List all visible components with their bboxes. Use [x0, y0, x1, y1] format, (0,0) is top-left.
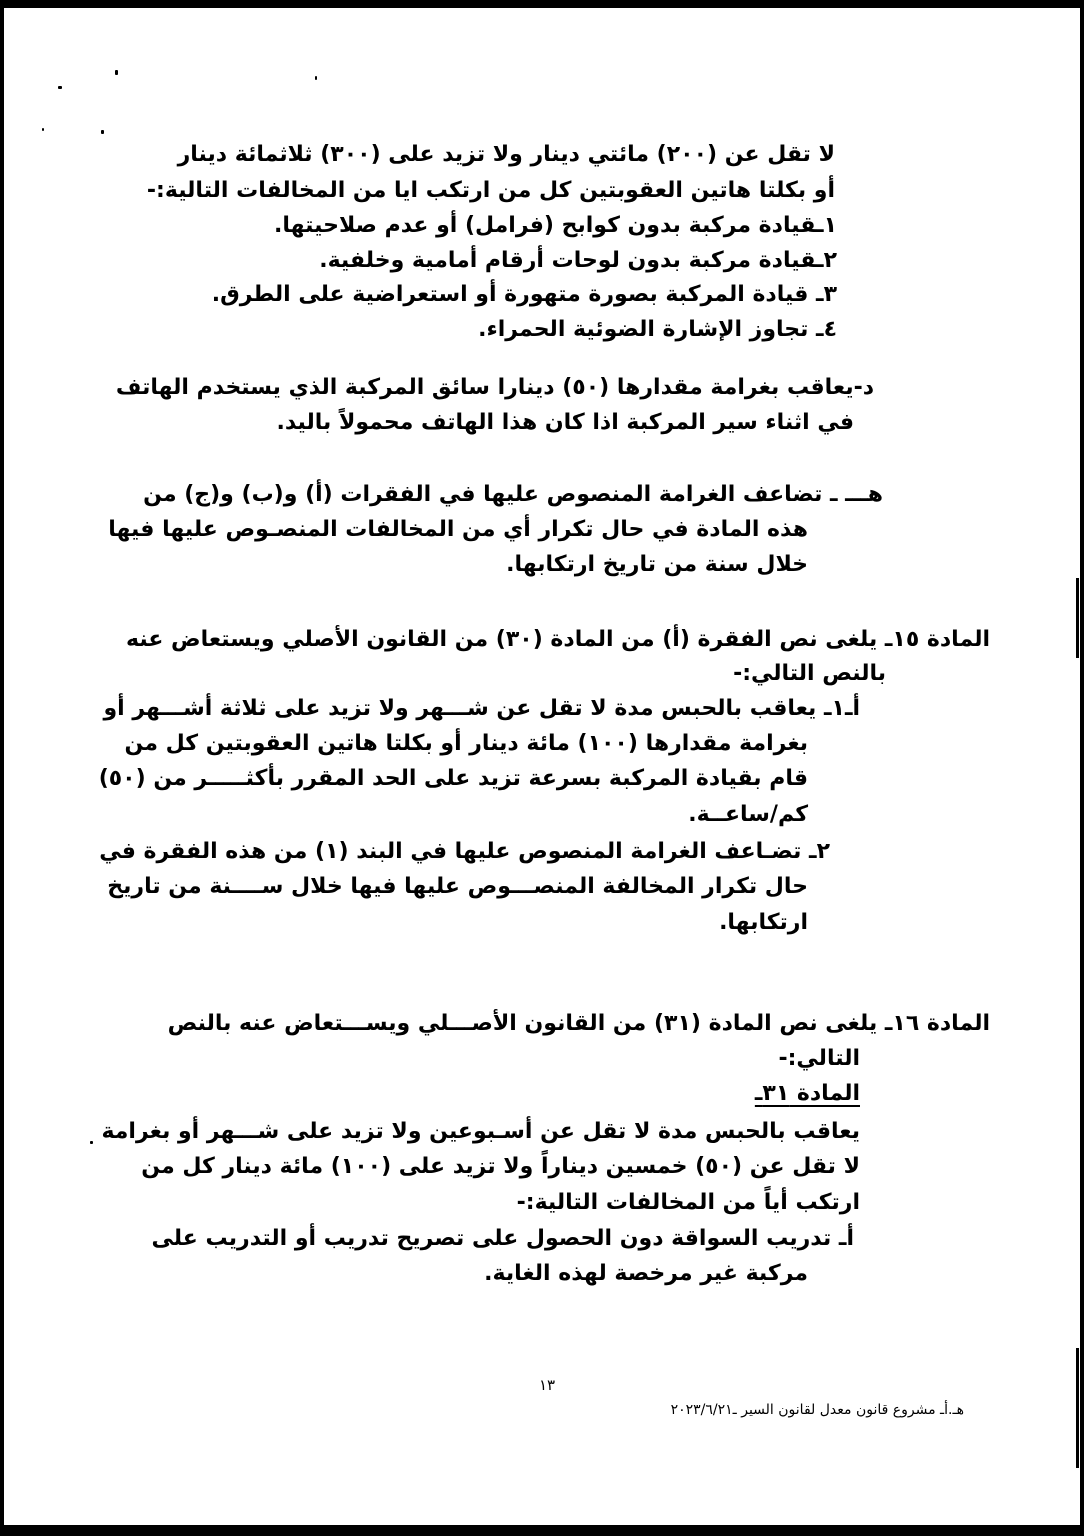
- document-page: [4, 8, 1080, 1525]
- article-31-body: لا تقل عن (٥٠) خمسين ديناراً ولا تزيد على (١٠٠) مائة دينار كل من: [141, 1154, 860, 1179]
- list-item: ٣ـ قيادة المركبة بصورة متهورة أو استعراضية على الطرق.: [211, 282, 837, 307]
- scan-speck: [42, 128, 44, 131]
- article-31-body: يعاقب بالحبس مدة لا تقل عن أسـبوعين ولا تزيد على شـــهر أو بغرامة: [101, 1119, 860, 1144]
- article-15-line: بالنص التالي:-: [733, 661, 886, 686]
- scan-speck: [101, 130, 104, 134]
- scan-speck: [58, 86, 62, 89]
- scan-speck: [315, 76, 317, 80]
- article-15-item-2: حال تكرار المخالفة المنصـــوص عليها فيها خلال ســــنة من تاريخ: [107, 874, 808, 899]
- article-31-item-a: أـ تدريب السواقة دون الحصول على تصريح تدريب أو التدريب على: [151, 1226, 854, 1251]
- article-31-heading: المادة ٣١ـ: [754, 1081, 860, 1106]
- article-15-line: المادة ١٥ـ يلغى نص الفقرة (أ) من المادة (٣٠) من القانون الأصلي ويستعاض عنه: [126, 627, 990, 652]
- scan-edge: [1076, 578, 1079, 658]
- article-15-item-2: ارتكابها.: [719, 910, 808, 935]
- scan-edge: [1076, 1348, 1079, 1468]
- list-item: ١ـقيادة مركبة بدون كوابح (فرامل) أو عدم صلاحيتها.: [273, 213, 837, 238]
- article-31-item-a: مركبة غير مرخصة لهذه الغاية.: [484, 1261, 808, 1286]
- clause-h-line: هـــ ـ تضاعف الغرامة المنصوص عليها في الفقرات (أ) و(ب) و(ج) من: [143, 482, 883, 507]
- scan-speck: [90, 1141, 93, 1144]
- list-item: ٤ـ تجاوز الإشارة الضوئية الحمراء.: [478, 317, 837, 342]
- clause-h-line: خلال سنة من تاريخ ارتكابها.: [506, 552, 808, 577]
- text-line: لا تقل عن (٢٠٠) مائتي دينار ولا تزيد على (٣٠٠) ثلاثمائة دينار: [177, 142, 835, 167]
- article-15-item-1: كم/ساعــة.: [688, 802, 808, 827]
- article-15-item-2: ٢ـ تضـاعف الغرامة المنصوص عليها في البند (١) من هذه الفقرة في: [99, 839, 830, 864]
- article-15-item-1: أـ١ـ يعاقب بالحبس مدة لا تقل عن شـــهر ولا تزيد على ثلاثة أشـــهر أو: [103, 696, 860, 721]
- article-16-line: التالي:-: [778, 1046, 860, 1071]
- scan-speck: [115, 70, 118, 75]
- clause-h-line: هذه المادة في حال تكرار أي من المخالفات المنصـوص عليها فيها: [108, 517, 808, 542]
- clause-d-line: في اثناء سير المركبة اذا كان هذا الهاتف محمولاً باليد.: [276, 410, 854, 435]
- text-line: أو بكلتا هاتين العقوبتين كل من ارتكب ايا من المخالفات التالية:-: [146, 178, 835, 203]
- article-31-body: ارتكب أياً من المخالفات التالية:-: [516, 1190, 860, 1215]
- article-16-line: المادة ١٦ـ يلغى نص المادة (٣١) من القانون الأصـــلي ويســـتعاض عنه بالنص: [167, 1011, 990, 1036]
- footer-reference: هـ.أـ مشروع قانون معدل لقانون السير ـ٢٠٢٣/٦/٢١: [670, 1402, 964, 1418]
- list-item: ٢ـقيادة مركبة بدون لوحات أرقام أمامية وخلفية.: [319, 248, 837, 273]
- clause-d-line: د-يعاقب بغرامة مقدارها (٥٠) دينارا سائق المركبة الذي يستخدم الهاتف: [115, 375, 874, 400]
- article-15-item-1: بغرامة مقدارها (١٠٠) مائة دينار أو بكلتا هاتين العقوبتين كل من: [124, 731, 808, 756]
- page-number: ١٣: [539, 1376, 556, 1394]
- article-15-item-1: قام بقيادة المركبة بسرعة تزيد على الحد المقرر بأكثـــــر من (٥٠): [98, 766, 808, 791]
